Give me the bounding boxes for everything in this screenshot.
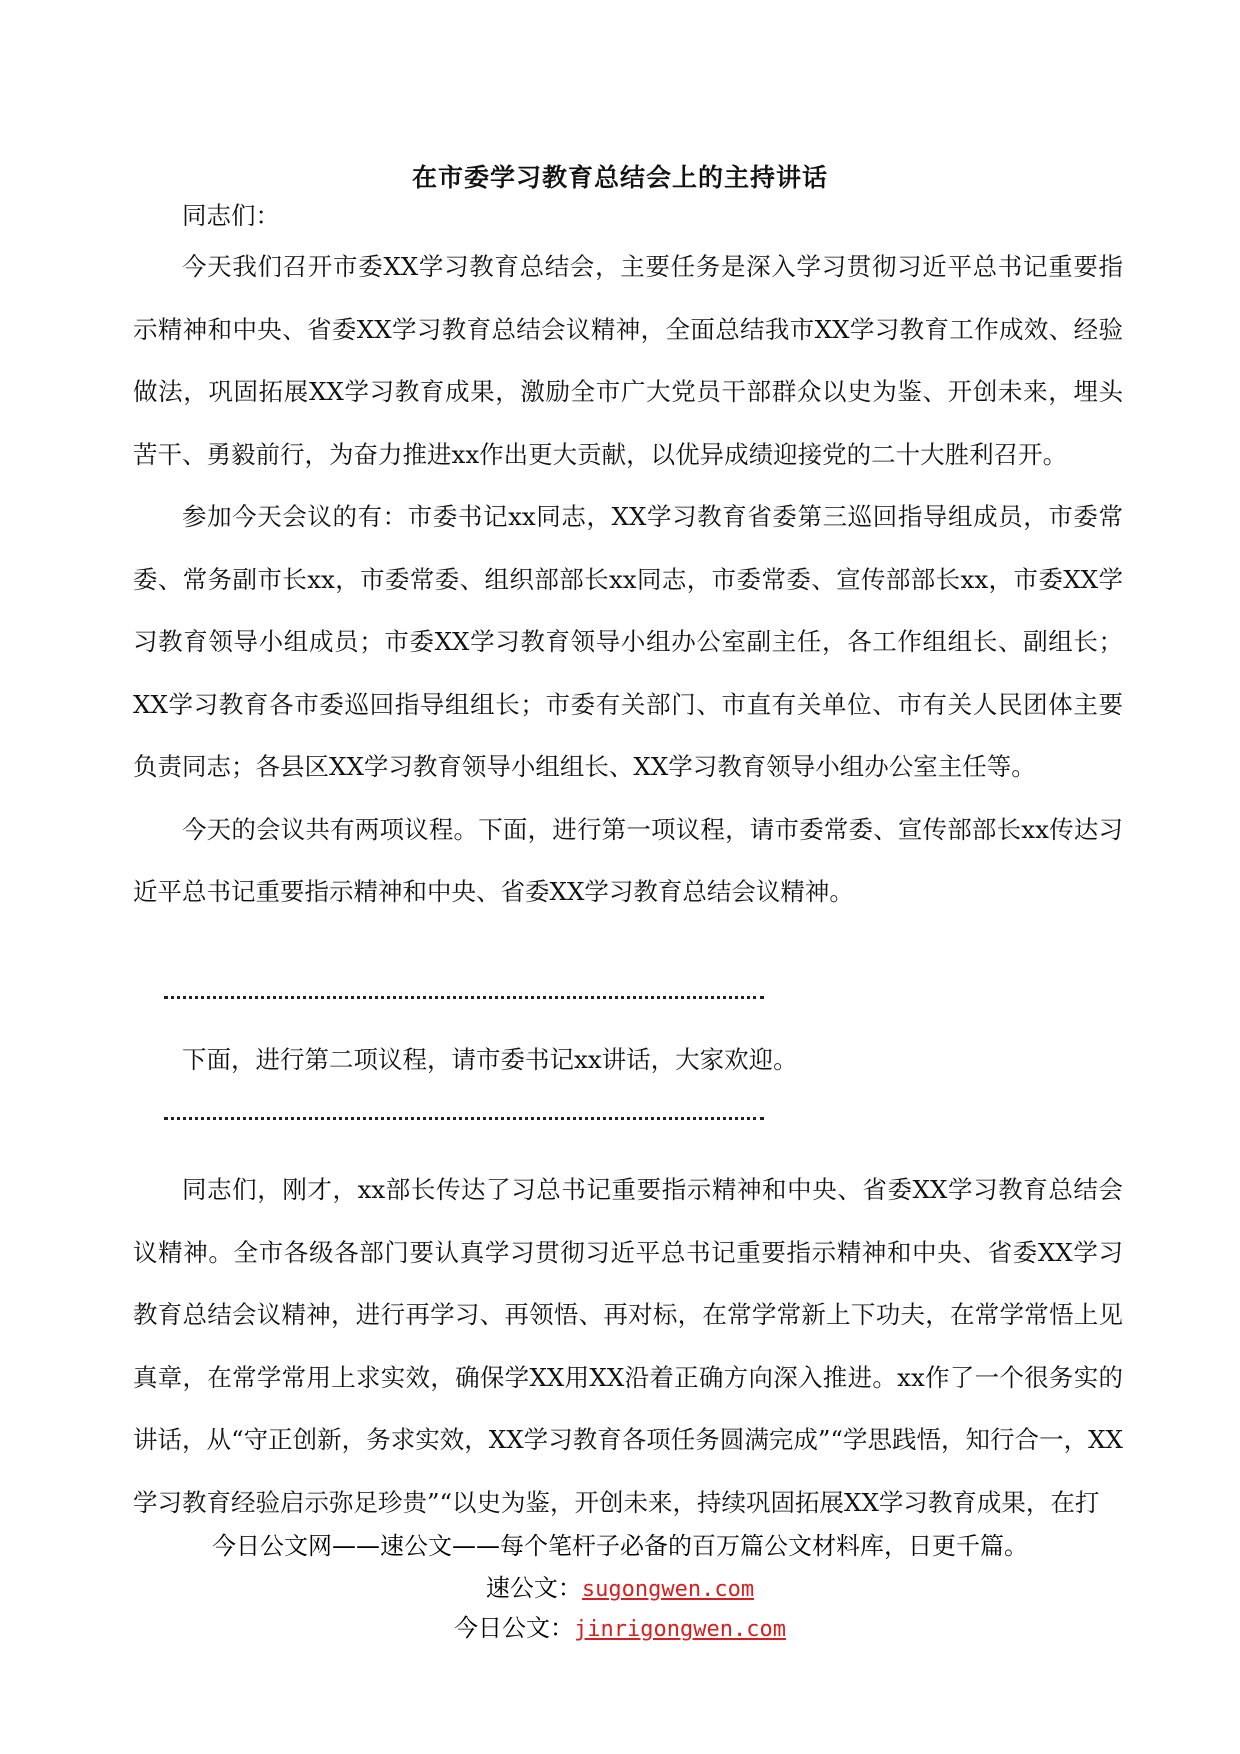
sugongwen-link[interactable]: sugongwen.com (581, 1577, 755, 1602)
ellipsis-divider-2 (164, 1117, 764, 1124)
paragraph-next-item: 下面，进行第二项议程，请市委书记xx讲话，大家欢迎。 (182, 1045, 798, 1074)
footer-line-jinrigongwen (0, 1608, 1240, 1643)
document-title: 在市委学习教育总结会上的主持讲话 (411, 163, 828, 192)
footer-label-jinrigongwen: 今日公文： (454, 1614, 575, 1642)
body-section-2 (133, 1159, 1123, 1534)
footer-label-sugongwen: 速公文： (485, 1574, 582, 1602)
paragraph-closing: 同志们，刚才，xx部长传达了习总书记重要指示精神和中央、省委XX学习教育总结会议精神。全市各级各部门要认真学习贯彻习近平总书记重要指示精神和中央、省委XX学习教育总结会议精神，进行再学习、再领悟、再对标，在常学常新上下功夫，在常学常悟上见真章，在常学常用上求实效，确保学XX用XX沿着正确方向深入推进。xx作了一个很务实的讲话，从“守正创新，务求实效，XX学习教育各项任务圆满完成”“学思践悟，知行合一，XX学习教育经验启示弥足珍贵”“以史为鉴，开创未来，持续巩固拓展XX学习教育成果，在打 (133, 1175, 1123, 1517)
paragraph-opening: 今天我们召开市委XX学习教育总结会，主要任务是深入学习贯彻习近平总书记重要指示精神和中央、省委XX学习教育总结会议精神，全面总结我市XX学习教育工作成效、经验做法，巩固拓展XX学习教育成果，激励全市广大党员干部群众以史为鉴、开创未来，埋头苦干、勇毅前行，为奋力推进xx作出更大贡献，以优异成绩迎接党的二十大胜利召开。 (133, 252, 1123, 469)
jinrigongwen-link[interactable]: jinrigongwen.com (574, 1617, 786, 1642)
footer-line-sugongwen (0, 1568, 1240, 1603)
salutation-text: 同志们： (182, 201, 280, 230)
paragraph-agenda: 今天的会议共有两项议程。下面，进行第一项议程，请市委常委、宣传部部长xx传达习近平总书记重要指示精神和中央、省委XX学习教育总结会议精神。 (133, 814, 1123, 906)
ellipsis-divider-1 (164, 996, 764, 1003)
body-section-1 (133, 236, 1123, 924)
footer-banner: 今日公文网——速公文——每个笔杆子必备的百万篇公文材料库，日更千篇。 (212, 1532, 1028, 1560)
paragraph-attendees: 参加今天会议的有：市委书记xx同志，XX学习教育省委第三巡回指导组成员，市委常委、常务副市长xx，市委常委、组织部部长xx同志，市委常委、宣传部部长xx，市委XX学习教育领导小组成员；市委XX学习教育领导小组办公室副主任，各工作组组长、副组长；XX学习教育各市委巡回指导组组长；市委有关部门、市直有关单位、市有关人民团体主要负责同志；各县区XX学习教育领导小组组长、XX学习教育领导小组办公室主任等。 (133, 502, 1123, 781)
